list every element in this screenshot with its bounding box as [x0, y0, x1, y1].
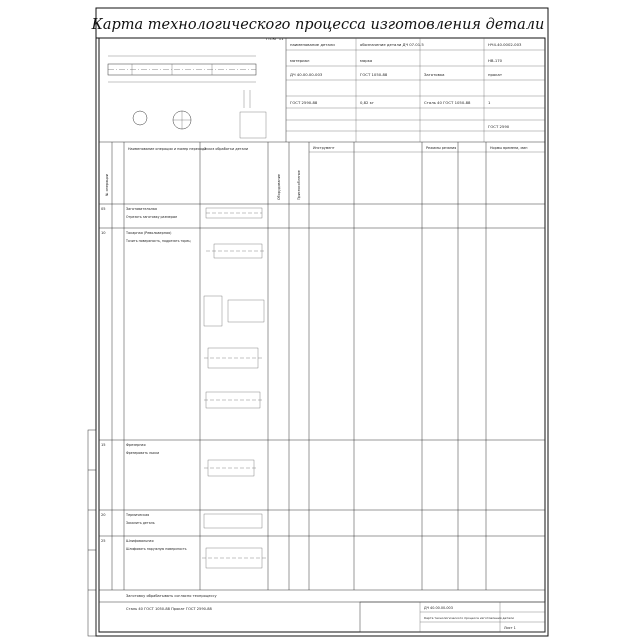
col-norms: Нормы времени, мин — [490, 146, 528, 150]
part-name-label: наименование детали — [290, 42, 335, 47]
op-number: 05 — [101, 207, 106, 211]
col-op-name: Наименование операции и номер перехода — [128, 147, 207, 151]
op-step: Отрезать заготовку размером — [126, 215, 177, 219]
standard-4: ГОСТ 2590 — [488, 124, 510, 129]
title-block-designation: ДЧ 40.00.00-003 — [424, 606, 453, 610]
op-number: 10 — [101, 231, 106, 235]
col-tool: Инструмент — [313, 146, 335, 150]
standard-2: ГОСТ 2590-88 — [290, 100, 318, 105]
op-step: Фрезеровать лыски — [126, 451, 160, 455]
footer-note-1: Заготовку обрабатывать согласно техпроцессу — [126, 594, 217, 598]
billet-label: Заготовка — [424, 72, 445, 77]
op-number: 25 — [101, 539, 106, 543]
material-label: материал — [290, 58, 310, 63]
designation: ДЧ 40.00.00-003 — [290, 72, 323, 77]
op-name: Фрезерная — [126, 443, 146, 447]
col-sketch: Эскиз обработки детали — [204, 147, 249, 151]
footer-note-2: Сталь 40 ГОСТ 1050-88 Прокат ГОСТ 2590-88 — [126, 607, 212, 611]
op-name: Термическая — [126, 513, 150, 517]
material-grade: марка — [360, 58, 373, 63]
title-block-doc-title: Карта технологического процесса изготовления детали — [424, 616, 514, 620]
op-name: Заготовительная — [126, 207, 157, 211]
standard-3: Сталь 40 ГОСТ 1050-88 — [424, 100, 471, 105]
standard-1: ГОСТ 1050-88 — [360, 72, 388, 77]
col-equipment: Оборудование — [277, 174, 281, 200]
stamp-top: ГП-КГ 11 — [266, 36, 284, 41]
op-number: 20 — [101, 513, 106, 517]
col-cutting: Режимы резания — [426, 146, 457, 150]
op-step: Закалить деталь — [126, 521, 155, 525]
op-step: Точить поверхность, подрезать торец — [126, 239, 191, 243]
part-number: НЧ4.40.0002-003 — [488, 42, 522, 47]
part-count: 1 — [488, 100, 491, 105]
op-name: Токарная (Револьверная) — [126, 231, 172, 235]
hardness: HB-170 — [488, 58, 503, 63]
sheet-title: Карта технологического процесса изготовления детали — [91, 17, 545, 33]
op-number: 15 — [101, 443, 106, 447]
billet-kind: прокат — [488, 72, 503, 77]
op-step: Шлифовать наружную поверхность — [126, 547, 187, 551]
op-name: Шлифовальная — [126, 539, 154, 543]
col-op-no: № операции — [105, 174, 109, 196]
title-block-sheet: Лист 1 — [504, 626, 516, 630]
part-code-label: обозначение детали ДЧ 07.01.5 — [360, 42, 424, 47]
col-fixture: Приспособление — [297, 170, 301, 200]
billet-mass: 0,82 кг — [360, 100, 374, 105]
